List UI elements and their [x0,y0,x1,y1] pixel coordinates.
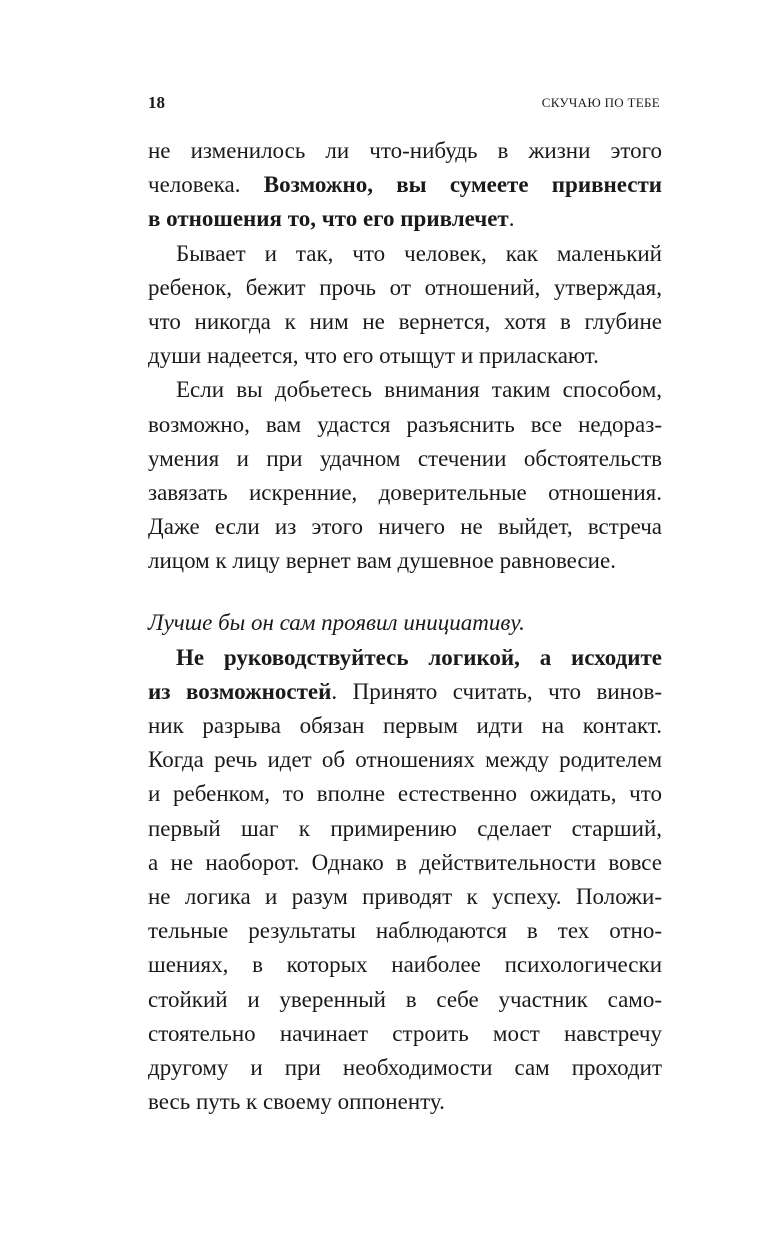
text-line [148,812,662,846]
text-line [148,373,662,407]
text-run: ник разрыва обязан первым идти на контакт. [148,713,662,738]
text-run: Если вы добьетесь внимания таким способом, [176,377,662,403]
text-line [148,948,662,982]
text-run: ребенок, бежит прочь от отношений, утверждая, [148,274,662,300]
text-line [148,1017,662,1051]
text-run: . [508,206,515,232]
text-run: тельные результаты наблюдаются в тех отно- [148,918,662,944]
running-head [148,93,660,117]
text-run: шениях, в которых наиболее психологически [148,952,662,978]
text-run: не логика и разум приводят к успеху. Положи- [148,883,662,909]
text-run: другому и при необходимости сам проходит [148,1054,662,1080]
text-line [148,709,662,743]
paragraph [148,373,662,578]
text-line [148,442,662,476]
paragraph [148,606,662,640]
text-run: возможно, вам удастся разъяснить все недораз- [148,411,662,437]
text-line [148,510,662,544]
text-run: не изменилось ли что-нибудь в жизни этого [148,138,662,163]
text-run: завязать искренние, доверительные отношения. [148,479,662,505]
paragraph [148,134,662,237]
text-line [148,408,662,442]
text-run: что никогда к ним не вернется, хотя в глубине [148,308,662,334]
text-line [148,846,662,880]
text-line [148,1051,662,1085]
text-line [148,743,662,777]
text-run: Даже если из этого ничего не выйдет, встреча [148,514,662,540]
text-run: а не наоборот. Однако в действительности вовсе [148,849,662,875]
body-text [148,134,662,1119]
text-line [148,983,662,1017]
text-run: Бывает и так, что человек, как маленький [176,240,662,266]
text-line [148,914,662,948]
text-run: умения и при удачном стечении обстоятельств [148,445,662,471]
text-run: первый шаг к примирению сделает старший, [148,815,662,841]
paragraph [148,641,662,1120]
text-line [148,134,662,168]
text-line [148,339,662,373]
text-line [148,237,662,271]
text-run: Когда речь идет об отношениях между родителем [148,747,662,773]
text-run: лицом к лицу вернет вам душевное равновесие. [148,548,616,574]
text-line [148,606,662,640]
text-run: человека. [148,172,264,198]
text-run: и ребенком, то вполне естественно ожидать, что [148,781,662,807]
text-run: стойкий и уверенный в себе участник само- [148,986,662,1012]
bold-text: в отношения то, что его привлечет [148,206,509,232]
paragraph [148,237,662,374]
text-line [148,777,662,811]
text-line [148,880,662,914]
text-line [148,476,662,510]
text-run: стоятельно начинает строить мост навстречу [148,1020,662,1046]
bold-text: из возможностей [148,678,332,704]
text-line [148,1085,662,1119]
text-line [148,544,662,578]
italic-heading: Лучше бы он сам проявил инициативу. [148,610,525,636]
text-line [148,271,662,305]
bold-text: Возможно, вы сумеете привнести [263,172,662,198]
text-run: весь путь к своему оппоненту. [148,1089,445,1115]
running-title: СКУЧАЮ ПО ТЕБЕ [541,95,660,110]
text-line [148,168,662,202]
text-line [148,202,662,236]
page-number: 18 [148,93,165,112]
bold-text: Не руководствуйтесь логикой, а исходите [176,644,662,670]
text-run: души надеется, что его отыщут и приласкают. [148,343,599,369]
text-line [148,305,662,339]
section-gap [148,578,662,606]
text-line [148,675,662,709]
text-run: . Принято считать, что винов- [331,678,662,704]
text-line [148,641,662,675]
